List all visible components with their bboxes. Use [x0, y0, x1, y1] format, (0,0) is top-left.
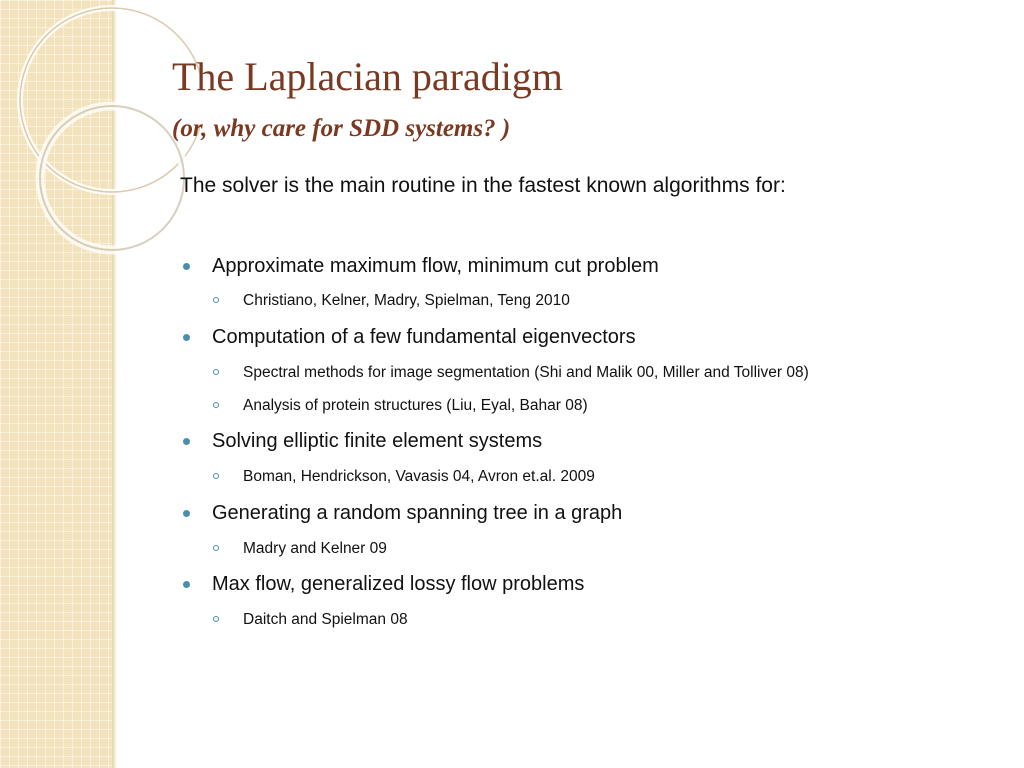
decorative-rings	[0, 0, 200, 260]
sub-list-item: Spectral methods for image segmentation (Shi and Malik 00, Miller and Tolliver 08)	[243, 364, 809, 381]
sub-bullet-icon	[213, 473, 219, 479]
sub-bullet-icon	[213, 369, 219, 375]
sub-list-item: Daitch and Spielman 08	[243, 611, 408, 628]
bullet-icon	[183, 581, 190, 588]
sub-bullet-icon	[213, 402, 219, 408]
bullet-icon	[183, 438, 190, 445]
list-item: Solving elliptic finite element systems	[212, 430, 543, 452]
sub-bullet-icon	[213, 616, 219, 622]
slide-subtitle: (or, why care for SDD systems? )	[172, 115, 511, 142]
list-item: Max flow, generalized lossy flow problems	[212, 573, 585, 595]
sub-list-item: Christiano, Kelner, Madry, Spielman, Teng 2010	[243, 292, 570, 309]
list-item: Computation of a few fundamental eigenvectors	[212, 326, 636, 348]
sub-bullet-icon	[213, 297, 219, 303]
sub-bullet-icon	[213, 545, 219, 551]
list-item: Approximate maximum flow, minimum cut problem	[212, 255, 659, 277]
list-item: Generating a random spanning tree in a graph	[212, 502, 623, 524]
sub-list-item: Madry and Kelner 09	[243, 540, 387, 557]
sub-list-item: Analysis of protein structures (Liu, Eyal, Bahar 08)	[243, 397, 588, 414]
bullet-icon	[183, 510, 190, 517]
sub-list-item: Boman, Hendrickson, Vavasis 04, Avron et.al. 2009	[243, 468, 595, 485]
bullet-icon	[183, 334, 190, 341]
bullet-icon	[183, 263, 190, 270]
slide-title: The Laplacian paradigm	[172, 54, 563, 99]
intro-text: The solver is the main routine in the fastest known algorithms for:	[180, 174, 786, 197]
